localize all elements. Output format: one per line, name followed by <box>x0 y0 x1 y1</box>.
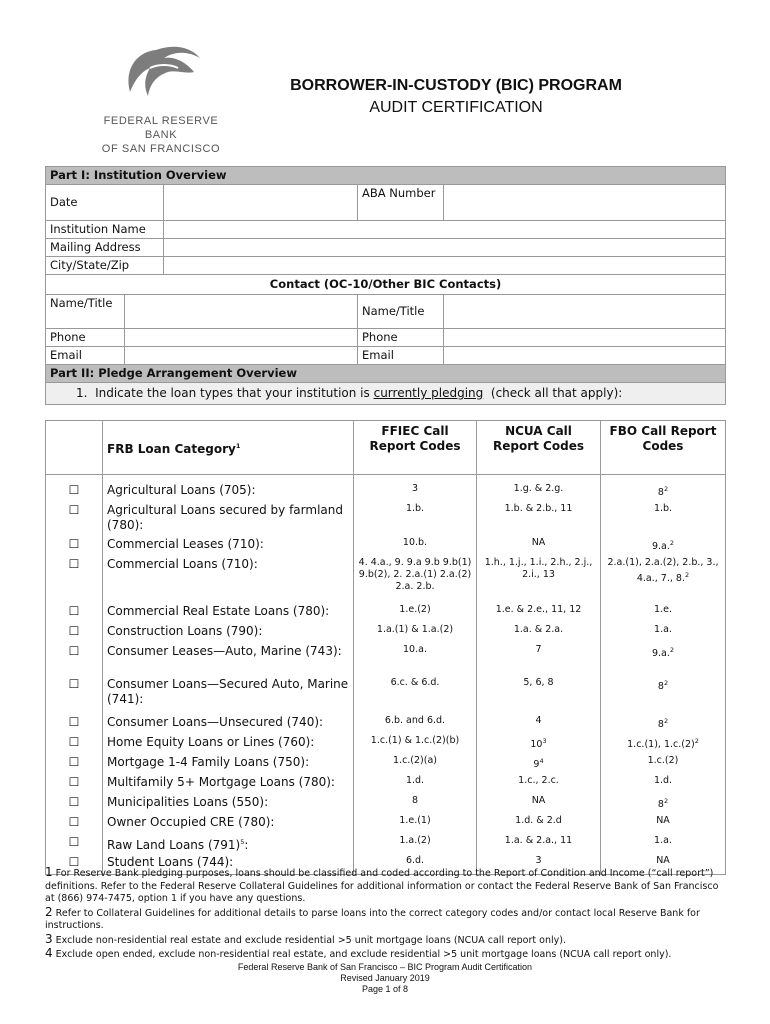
contact1-email-label: Email <box>46 347 125 365</box>
ffiec-code: 6.d. <box>354 855 477 875</box>
contact2-email-label: Email <box>358 347 444 365</box>
loan-row <box>46 775 726 795</box>
loan-category: Construction Loans (790): <box>103 624 354 644</box>
ffiec-code: 1.b. <box>354 503 477 537</box>
date-label: Date <box>46 185 164 221</box>
ncua-code: 5, 6, 8 <box>477 677 601 715</box>
contact1-phone-field[interactable] <box>125 329 358 347</box>
ncua-code: 4 <box>477 715 601 735</box>
ncua-code: 7 <box>477 644 601 677</box>
loan-checkbox[interactable]: ☐ <box>46 715 103 735</box>
loan-category: Agricultural Loans secured by farmland (780): <box>103 503 354 537</box>
fbo-code: 1.a. <box>601 835 726 855</box>
fbo-code: NA <box>601 855 726 875</box>
footer-line2: Revised January 2019 <box>340 973 430 983</box>
ncua-code: 1.h., 1.j., 1.i., 2.h., 2.j., 2.i., 13 <box>477 557 601 604</box>
loan-row <box>46 677 726 715</box>
contact2-name-title-label: Name/Title <box>358 295 444 329</box>
frb-loan-category-header: FRB Loan Category$^1$ <box>103 421 354 475</box>
contact2-phone-field[interactable] <box>444 329 726 347</box>
fbo-code: $8^2$ <box>601 677 726 715</box>
pledge-question-prefix: 1. Indicate the loan types that your institution is <box>76 386 374 400</box>
pledge-question-underlined: currently pledging <box>373 386 484 400</box>
fbo-code: 1.a. <box>601 624 726 644</box>
ffiec-code: 3 <box>354 483 477 503</box>
fbo-code: 1.b. <box>601 503 726 537</box>
loan-row <box>46 715 726 735</box>
loan-row <box>46 483 726 503</box>
ncua-code: 1.a. & 2.a., 11 <box>477 835 601 855</box>
ffiec-code: 4. 4.a., 9. 9.a 9.b 9.b(1) 9.b(2), 2. 2.a.(1) 2.a.(2) 2.a. 2.b. <box>354 557 477 604</box>
fbo-code: 1.c.(1), $1.c.(2)^2$ <box>601 735 726 755</box>
ffiec-code: 1.a.(1) & 1.a.(2) <box>354 624 477 644</box>
ffiec-code: 8 <box>354 795 477 815</box>
part2-heading: Part II: Pledge Arrangement Overview <box>46 365 726 383</box>
document-title: BORROWER-IN-CUSTODY (BIC) PROGRAM <box>290 77 622 94</box>
loan-category: Consumer Loans—Unsecured (740): <box>103 715 354 735</box>
ffiec-code: 1.c.(2)(a) <box>354 755 477 775</box>
ffiec-header: FFIEC Call Report Codes <box>354 421 477 475</box>
pledge-question-suffix: (check all that apply): <box>483 386 623 400</box>
ncua-code: NA <box>477 795 601 815</box>
loan-checkbox[interactable]: ☐ <box>46 755 103 775</box>
loan-row <box>46 604 726 624</box>
loan-checkbox[interactable]: ☐ <box>46 557 103 604</box>
loan-checkbox[interactable]: ☐ <box>46 735 103 755</box>
contact-heading: Contact (OC-10/Other BIC Contacts) <box>46 275 726 295</box>
loan-checkbox[interactable]: ☐ <box>46 537 103 557</box>
ffiec-code: 10.a. <box>354 644 477 677</box>
ffiec-code: 1.d. <box>354 775 477 795</box>
fbo-code: $8^2$ <box>601 715 726 735</box>
footnote: 1 For Reserve Bank pledging purposes, loans should be classified and coded according to the Report of Condition and Income (“call report”) definitions. Refer to the Federal Reserve Collateral Guidelines for additional information or contact the Federal Reserve Bank of San Francisco at (866) 974-7475, option 1 if you have any questions. <box>45 865 719 904</box>
loan-row <box>46 795 726 815</box>
frb-sf-logo <box>86 42 236 155</box>
loan-category: Municipalities Loans (550): <box>103 795 354 815</box>
bank-name-line1: FEDERAL RESERVE BANK <box>103 115 219 141</box>
ffiec-code: 1.c.(1) & 1.c.(2)(b) <box>354 735 477 755</box>
ffiec-code: 1.e.(1) <box>354 815 477 835</box>
fbo-code: 1.e. <box>601 604 726 624</box>
loan-checkbox[interactable]: ☐ <box>46 483 103 503</box>
ncua-header: NCUA Call Report Codes <box>477 421 601 475</box>
fbo-code: 9.a.$^2$ <box>601 644 726 677</box>
loan-category: Commercial Loans (710): <box>103 557 354 604</box>
loan-row <box>46 624 726 644</box>
city-state-zip-field[interactable] <box>164 257 726 275</box>
document-title-block <box>240 76 672 120</box>
loan-row <box>46 557 726 604</box>
ncua-code: 1.b. & 2.b., 11 <box>477 503 601 537</box>
eagle-logo-icon <box>116 42 206 112</box>
document-subtitle: AUDIT CERTIFICATION <box>369 99 543 116</box>
loan-category-table <box>45 420 726 875</box>
loan-row <box>46 735 726 755</box>
loan-checkbox[interactable]: ☐ <box>46 775 103 795</box>
loan-row <box>46 537 726 557</box>
loan-category: Home Equity Loans or Lines (760): <box>103 735 354 755</box>
contact1-email-field[interactable] <box>125 347 358 365</box>
part1-heading: Part I: Institution Overview <box>46 167 726 185</box>
ncua-code: 3 <box>477 855 601 875</box>
loan-category: Agricultural Loans (705): <box>103 483 354 503</box>
loan-checkbox[interactable]: ☐ <box>46 644 103 677</box>
part1-table <box>45 166 726 405</box>
loan-checkbox[interactable]: ☐ <box>46 604 103 624</box>
loan-row <box>46 503 726 537</box>
ncua-code: 1.d. & 2.d <box>477 815 601 835</box>
footnote: 2 Refer to Collateral Guidelines for additional details to parse loans into the correct category codes and/or contact local Reserve Bank for instructions. <box>45 904 700 931</box>
loan-category: Consumer Loans—Secured Auto, Marine (741): <box>103 677 354 715</box>
contact2-name-title-field[interactable] <box>444 295 726 329</box>
loan-category: Consumer Leases—Auto, Marine (743): <box>103 644 354 677</box>
fbo-code: 1.d. <box>601 775 726 795</box>
fbo-code: $8^2$ <box>601 483 726 503</box>
loan-checkbox[interactable]: ☐ <box>46 795 103 815</box>
contact1-phone-label: Phone <box>46 329 125 347</box>
loan-row <box>46 755 726 775</box>
loan-checkbox[interactable]: ☐ <box>46 503 103 537</box>
ffiec-code: 10.b. <box>354 537 477 557</box>
loan-category: Multifamily 5+ Mortgage Loans (780): <box>103 775 354 795</box>
contact1-name-title-label: Name/Title <box>46 295 125 329</box>
ffiec-code: 6.b. and 6.d. <box>354 715 477 735</box>
contact2-email-field[interactable] <box>444 347 726 365</box>
loan-checkbox[interactable]: ☐ <box>46 624 103 644</box>
ffiec-code: 1.a.(2) <box>354 835 477 855</box>
date-field[interactable] <box>164 185 358 221</box>
footer-page-number: Page 1 of 8 <box>361 984 409 994</box>
bank-name-line2: OF SAN FRANCISCO <box>101 143 221 155</box>
contact1-name-title-field[interactable] <box>125 295 358 329</box>
mailing-address-label: Mailing Address <box>46 239 164 257</box>
loan-row <box>46 835 726 855</box>
ncua-code: 1.e. & 2.e., 11, 12 <box>477 604 601 624</box>
fbo-code: 2.a.(1), 2.a.(2), 2.b., 3., 4.a., 7., 8.$^2$ <box>601 557 726 604</box>
ncua-code: 1.g. & 2.g. <box>477 483 601 503</box>
loan-row <box>46 644 726 677</box>
loan-checkbox[interactable]: ☐ <box>46 677 103 715</box>
ffiec-code: 6.c. & 6.d. <box>354 677 477 715</box>
loan-category: Raw Land Loans $(791)^5$: <box>103 835 354 855</box>
loan-checkbox[interactable]: ☐ <box>46 815 103 835</box>
ncua-code: 1.c., 2.c. <box>477 775 601 795</box>
loan-checkbox[interactable]: ☐ <box>46 835 103 855</box>
page-footer <box>0 962 770 995</box>
loan-category: Commercial Leases (710): <box>103 537 354 557</box>
fbo-code: 9.a.$^2$ <box>601 537 726 557</box>
institution-name-label: Institution Name <box>46 221 164 239</box>
ncua-code: $10^3$ <box>477 735 601 755</box>
pledge-question <box>46 383 726 405</box>
loan-checkbox[interactable]: ☐ <box>46 855 103 875</box>
loan-category: Student Loans (744): <box>103 855 354 875</box>
loan-category: Commercial Real Estate Loans (780): <box>103 604 354 624</box>
mailing-address-field[interactable] <box>164 239 726 257</box>
footnote: 4 Exclude open ended, exclude non-residential real estate, and exclude residential >5 unit mortgage loans (NCUA call report only). <box>45 946 672 960</box>
fbo-code: $8^2$ <box>601 795 726 815</box>
ncua-code: $9^4$ <box>477 755 601 775</box>
city-state-zip-label: City/State/Zip <box>46 257 164 275</box>
ffiec-code: 1.e.(2) <box>354 604 477 624</box>
footnote: 3 Exclude non-residential real estate and exclude residential >5 unit mortgage loans (NCUA call report only). <box>45 931 566 946</box>
fbo-header: FBO Call Report Codes <box>601 421 726 475</box>
footer-line1: Federal Reserve Bank of San Francisco – BIC Program Audit Certification <box>237 962 533 972</box>
footnotes <box>45 866 725 962</box>
institution-name-field[interactable] <box>164 221 726 239</box>
fbo-code: NA <box>601 815 726 835</box>
aba-number-field[interactable] <box>444 185 726 221</box>
aba-number-label: ABA Number <box>358 185 444 221</box>
loan-category: Mortgage 1-4 Family Loans (750): <box>103 755 354 775</box>
ncua-code: 1.a. & 2.a. <box>477 624 601 644</box>
loan-row <box>46 815 726 835</box>
loan-category: Owner Occupied CRE (780): <box>103 815 354 835</box>
contact2-phone-label: Phone <box>358 329 444 347</box>
loan-rows <box>46 475 726 875</box>
ncua-code: NA <box>477 537 601 557</box>
checkbox-header <box>46 421 103 475</box>
fbo-code: 1.c.(2) <box>601 755 726 775</box>
